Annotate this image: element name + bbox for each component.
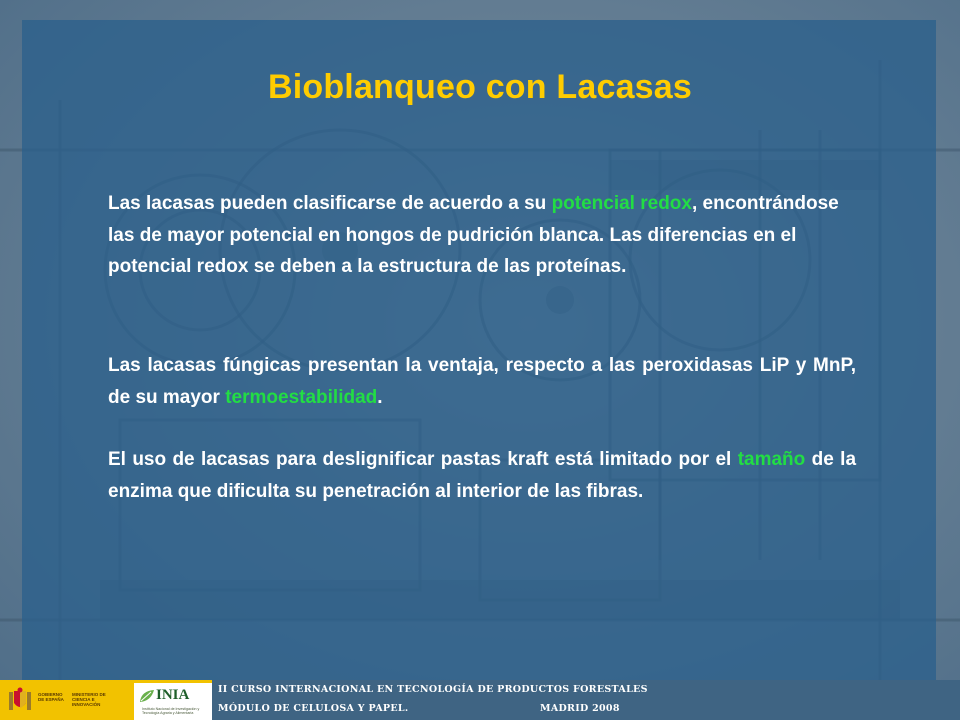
paragraph-redox <box>108 188 856 283</box>
paragraph-termoestabilidad <box>108 350 856 413</box>
ministry-text: MINISTERIO DE CIENCIA E INNOVACIÓN <box>72 692 106 707</box>
slide-title: Bioblanqueo con Lacasas <box>267 68 693 106</box>
paragraph-termo-text-a: Las lacasas fúngicas presentan la ventaja, respecto a las peroxidasas LiP y MnP, de su mayor <box>108 355 856 408</box>
inia-logo <box>134 683 212 720</box>
paragraph-tamano-text-b: de la enzima que dificulta su penetración al interior de las fibras. <box>108 449 857 502</box>
paragraph-redox-text-a: Las lacasas pueden clasificarse de acuerdo a su <box>108 193 552 214</box>
paragraph-redox-text-b: , encontrándose las de mayor potencial en hongos de pudrición blanca. Las diferencias en el potencial redox se deben a la estructura de las proteínas. <box>108 193 839 277</box>
highlight-termoestabilidad: termoestabilidad <box>225 386 378 408</box>
inia-name: INIA <box>156 687 190 703</box>
government-text: GOBIERNO DE ESPAÑA <box>38 692 64 702</box>
footer-logo-bar <box>0 680 212 720</box>
footer-place-date: MADRID 2008 <box>540 703 620 714</box>
spain-coat-of-arms-icon <box>6 686 34 714</box>
highlight-tamano: tamaño <box>737 449 806 470</box>
inia-leaf-icon <box>139 689 155 703</box>
highlight-potencial-redox: potencial redox <box>551 193 692 214</box>
footer-module: MÓDULO DE CELULOSA Y PAPEL. <box>218 703 409 714</box>
paragraph-termo-text-b: . <box>377 386 383 408</box>
paragraph-tamano <box>108 444 856 507</box>
inia-subtitle: Instituto Nacional de Investigación y Tecnología Agraria y Alimentaria <box>142 707 200 716</box>
footer-course: II CURSO INTERNACIONAL EN TECNOLOGÍA DE PRODUCTOS FORESTALES <box>218 684 648 695</box>
paragraph-tamano-text-a: El uso de lacasas para deslignificar pastas kraft está limitado por el <box>108 449 738 470</box>
